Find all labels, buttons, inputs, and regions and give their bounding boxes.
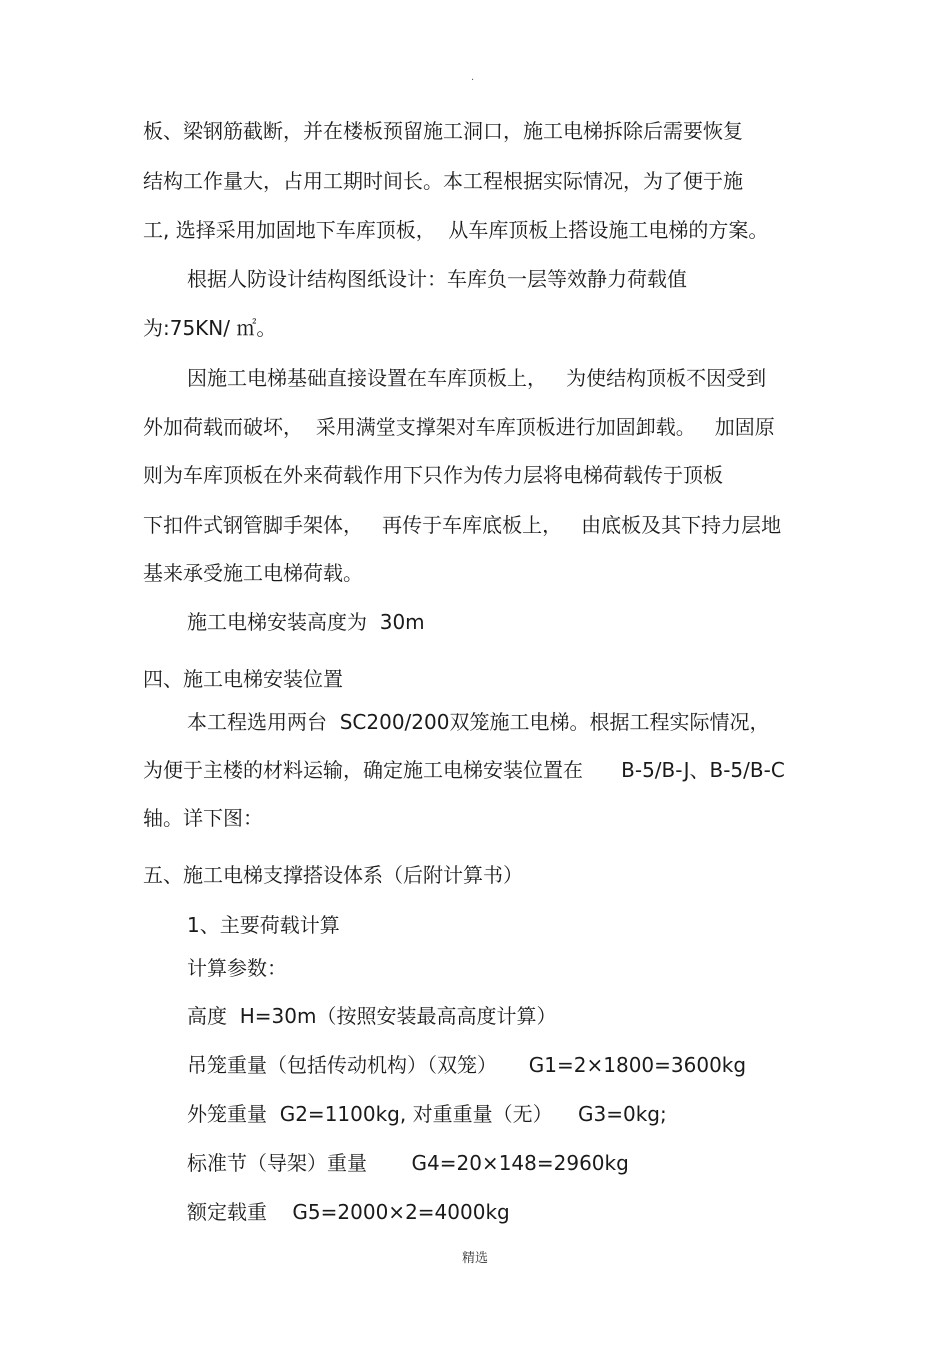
body-line-14: 为便于主楼的材料运输，确定施工电梯安装位置在 B-5/B-J、B-5/B-C [143,758,785,782]
section-heading-5: 五、施工电梯支撑搭设体系（后附计算书） [143,863,523,887]
paragraph-line-4: 根据人防设计结构图纸设计：车库负一层等效静力荷载值 [187,267,687,291]
param-rated-load: 额定载重 G5=2000×2=4000kg [187,1200,510,1224]
param-label: 计算参数： [187,956,287,980]
param-standard-section-weight: 标准节（导架）重量 G4=20×148=2960kg [187,1151,629,1175]
subheading-1: 1、主要荷载计算 [187,913,340,937]
param-height: 高度 H=30m（按照安装最高高度计算） [187,1004,557,1028]
body-line-7: 外加荷载而破坏， 采用满堂支撑架对车库顶板进行加固卸载。 加固原 [143,415,775,439]
body-line-3: 工, 选择采用加固地下车库顶板， 从车库顶板上搭设施工电梯的方案。 [143,218,769,242]
param-outer-cage-weight: 外笼重量 G2=1100kg, 对重重量（无） G3=0kg; [187,1102,667,1126]
paragraph-line-13: 本工程选用两台 SC200/200双笼施工电梯。根据工程实际情况， [187,710,770,734]
body-line-1: 板、梁钢筋截断，并在楼板预留施工洞口，施工电梯拆除后需要恢复 [143,119,743,143]
body-line-8: 则为车库顶板在外来荷载作用下只作为传力层将电梯荷载传于顶板 [143,463,723,487]
paragraph-line-11: 施工电梯安装高度为 30m [187,610,425,634]
header-mark: . [471,72,475,83]
body-line-9: 下扣件式钢管脚手架体， 再传于车库底板上， 由底板及其下持力层地 [143,513,782,537]
body-line-5: 为:75KN/ ㎡。 [143,316,277,340]
page-footer: 精选 [461,1251,488,1266]
body-line-2: 结构工作量大，占用工期时间长。本工程根据实际情况，为了便于施 [143,169,743,193]
paragraph-line-6: 因施工电梯基础直接设置在车库顶板上， 为使结构顶板不因受到 [187,366,767,390]
section-heading-4: 四、施工电梯安装位置 [143,667,343,691]
param-cage-weight: 吊笼重量（包括传动机构）（双笼） G1=2×1800=3600kg [187,1053,747,1077]
body-line-10: 基来承受施工电梯荷载。 [143,561,363,585]
body-line-15: 轴。详下图： [143,806,263,830]
